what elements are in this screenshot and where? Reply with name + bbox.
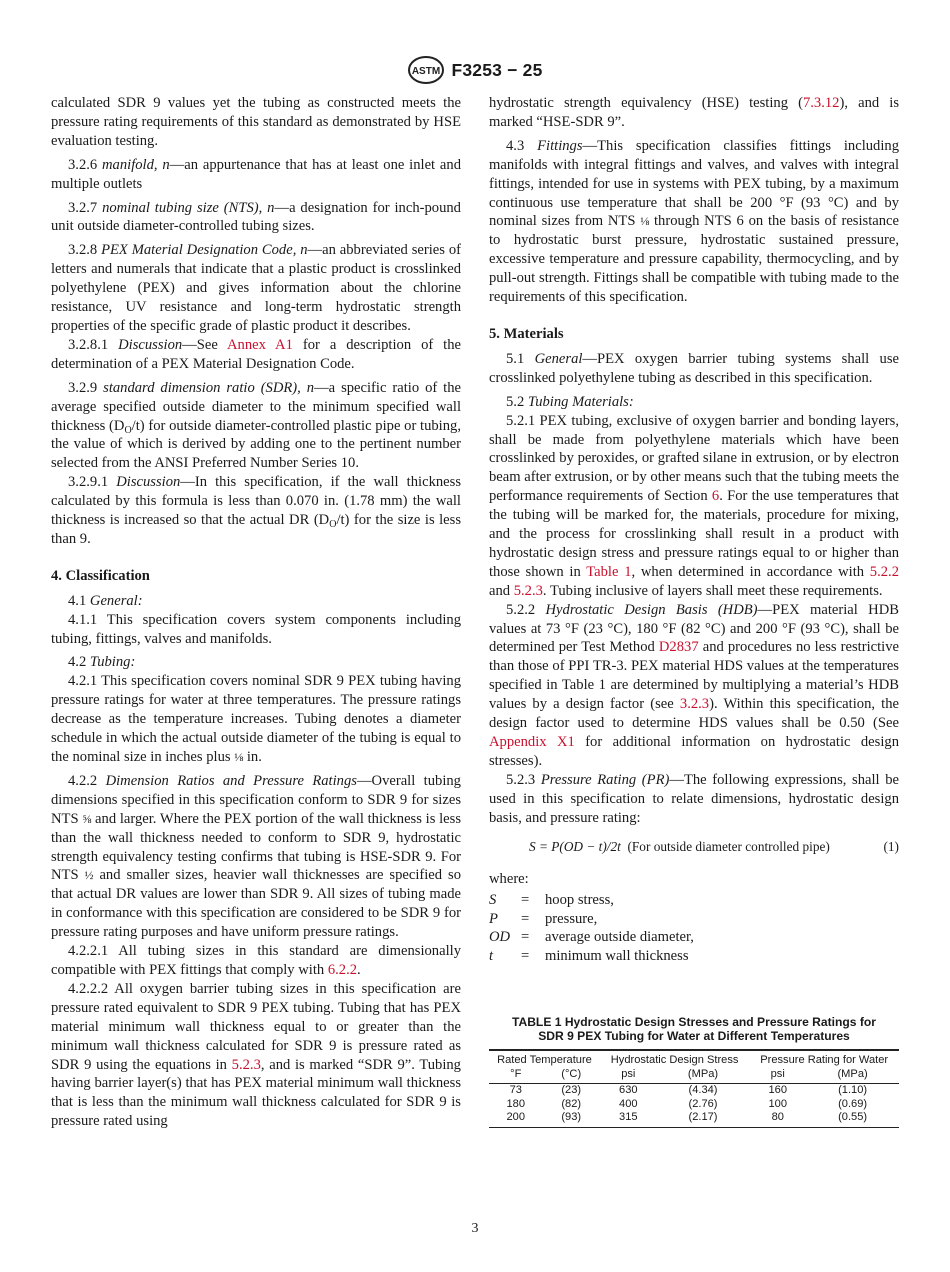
definition-sdr: 3.2.9 standard dimension ratio (SDR), n—a specific ratio of the average specified outside diameter to the minimum specified wall thickness $(D_O/t)$ for outside diameter-controlled plastic pipe or tubing, the value of which is derived by adding one to the pertinent number selected from the ANSI Preferred Number Series 10. — [51, 379, 462, 472]
discussion-pex-code: 3.2.8.1 Discussion—See Annex A1 for a description of the determination of a PEX Material Designation Code. — [51, 336, 462, 372]
section-5-2-2: 5.2.2 Hydrostatic Design Basis (HDB)—PEX material HDB values at 73 °F (23 °C), 180 °F (82 °C) and 200 °F (93 °C), shall be determined per Test Method D2837 and procedures no less restrictive than those of PPI TR-3. PEX material HDS values at the temperatures specified in Table 1 are determined by multiplying a material’s HDB values by a design factor (see 3.2.3). Within this specification, the design factor used to determine HDS values shall be 0.50 (See Appendix X1 for additional information on hydrostatic design stresses). — [489, 601, 899, 769]
section-4-1-1: 4.1.1 This specification covers system components including tubing, fittings, valves and manifolds. — [51, 611, 461, 647]
right-column — [489, 94, 899, 1128]
section-5-1: 5.1 General—PEX oxygen barrier tubing systems shall use crosslinked polyethylene tubing as described in this specification. — [489, 350, 899, 386]
ref-appendix-x1-link[interactable]: Appendix X1 — [489, 734, 575, 750]
equation-1 — [529, 838, 899, 857]
table-row: 200 (93) 315 (2.17) 80 (0.55) — [489, 1111, 899, 1127]
definition-row: t = minimum wall thickness — [489, 947, 689, 964]
definition-row: OD = average outside diameter, — [489, 929, 694, 946]
unit-header: psi — [749, 1068, 806, 1084]
unit-header: psi — [600, 1068, 657, 1084]
ref-6-2-2-link[interactable]: 6.2.2 — [327, 961, 358, 978]
definition-row: S = hoop stress, — [489, 892, 614, 909]
equation-number: (1) — [883, 838, 899, 854]
table-1-title: TABLE 1 Hydrostatic Design Stresses and Pressure Ratings for SDR 9 PEX Tubing for Water at Different Temperatures — [511, 1014, 877, 1044]
header-rated-temperature: Rated Temperature — [489, 1050, 600, 1068]
astm-logo-icon — [407, 55, 445, 85]
section-4-2-2-1: 4.2.2.1 All tubing sizes in this standard are dimensionally compatible with PEX fittings that comply with 6.2.2. — [51, 943, 461, 978]
definition-row: P = pressure, — [489, 910, 598, 927]
discussion-sdr: 3.2.9.1 Discussion—In this specification, if the wall thickness calculated by this formula is less than 0.070 in. (1.78 mm) the wall thickness is increased so that the actual DR $(D_O/t)$ for the size is less than 9. — [51, 474, 461, 547]
left-column — [51, 94, 461, 1136]
definition-nts: 3.2.7 nominal tubing size (NTS), n—a designation for inch-pound unit outside diameter-controlled tubing sizes. — [51, 199, 461, 235]
ref-5-2-2-link[interactable]: 5.2.2 — [869, 563, 899, 580]
ref-section-6-link[interactable]: 6 — [711, 488, 720, 505]
equation-note: (For outside diameter controlled pipe) — [627, 838, 830, 854]
table-row: 73 (23) 630 (4.34) 160 (1.10) — [509, 1084, 868, 1097]
section-heading-materials: 5. Materials — [489, 325, 564, 342]
section-5-2: 5.2 Tubing Materials: — [506, 393, 634, 410]
variable-definitions — [489, 891, 899, 965]
table-1 — [489, 1049, 899, 1128]
ref-5-2-3-link[interactable]: 5.2.3 — [231, 1056, 261, 1073]
page-number: 3 — [471, 1221, 479, 1236]
annex-a1-link[interactable]: Annex A1 — [227, 336, 293, 353]
unit-header: (MPa) — [806, 1068, 899, 1084]
section-4-2-1: 4.2.1 This specification covers nominal SDR 9 PEX tubing having pressure ratings for water at three temperatures. The pressure ratings decrease as the temperature increases. Tubing denotes a diameter schedule in which the actual outside diameter of the tubing is equal to the nominal size in inches plus ⅛ in. — [51, 673, 461, 765]
header-pressure-rating: Pressure Rating for Water — [749, 1050, 899, 1068]
ref-3-2-3-link[interactable]: 3.2.3 — [679, 696, 710, 713]
section-4-2-2: 4.2.2 Dimension Ratios and Pressure Ratings—Overall tubing dimensions specified in this specification conform to SDR 9 for sizes NTS ⅝ and larger. Where the PEX portion of the wall thickness is less than the wall thickness needed to conform to SDR 9, hydrostatic strength equivalency testing confirms that tubing is HSE-SDR 9. For NTS ½ and smaller sizes, heavier wall thicknesses are specified so that actual DR values are lower than SDR 9. All sizes of tubing made in conformance with this specification are considered to be SDR 9 for pressure rating purposes and have uniform pressure ratings. — [51, 772, 462, 941]
paragraph-continuation: calculated SDR 9 values yet the tubing as constructed meets the pressure rating requirements of this standard as demonstrated by HSE evaluation testing. — [51, 95, 461, 149]
equation-formula: S = P(OD − t)/2t — [529, 838, 621, 854]
document-id: F3253 − 25 — [451, 59, 543, 80]
section-4-1: 4.1 General: — [68, 592, 143, 609]
svg-text:ASTM: ASTM — [412, 66, 441, 77]
table-row: 180 (82) 400 (2.76) 100 (0.69) — [506, 1097, 868, 1110]
section-5-2-1: 5.2.1 PEX tubing, exclusive of oxygen barrier and bonding layers, shall be made from polyethylene materials which have been crosslinked by peroxides, or grafted silane in extrusion, or by electron beam after extrusion, or by other means such that the tubing meets the performance requirements of Section 6. For the use temperatures that the tubing will be marked for, the materials, procedure for mixing, and the process for crosslinking shall result in a product with hydrostatic design stress and pressure ratings equal to or higher than those shown in Table 1, when determined in accordance with 5.2.2 and 5.2.3. Tubing inclusive of layers shall meet these requirements. — [489, 412, 899, 599]
definition-manifold: 3.2.6 manifold, n—an appurtenance that has at least one inlet and multiple outlets — [51, 156, 461, 192]
unit-header: (°C) — [543, 1068, 600, 1084]
ref-7-3-12-link[interactable]: 7.3.12 — [802, 95, 840, 111]
unit-header: (MPa) — [657, 1068, 750, 1084]
section-heading-classification: 4. Classification — [51, 567, 150, 584]
section-4-2: 4.2 Tubing: — [68, 654, 136, 671]
header-hds: Hydrostatic Design Stress — [600, 1050, 749, 1068]
paragraph-continuation-right: hydrostatic strength equivalency (HSE) testing (7.3.12), and is marked “HSE-SDR 9”. — [489, 95, 899, 130]
definition-pex-code: 3.2.8 PEX Material Designation Code, n—an abbreviated series of letters and numerals that indicate that a plastic product is crosslinked polyethylene (PEX) and gives information about the chlorine resistance, UV resistance and long-term hydrostatic strength properties of the specific grade of plastic product it describes. — [51, 242, 461, 334]
section-4-2-2-2: 4.2.2.2 All oxygen barrier tubing sizes in this specification are pressure rated equivalent to SDR 9 PEX tubing. Tubing that has PEX material minimum wall thickness equal to or greater than the minimum wall thickness calculated for SDR 9 is pressure rated as SDR 9 using the equations in 5.2.3, and is marked “SDR 9”. Tubing having barrier layer(s) that has PEX material minimum wall thickness that is less than the minimum wall thickness calculated for SDR 9 is pressure rated using — [51, 980, 461, 1130]
section-5-2-3: 5.2.3 Pressure Rating (PR)—The following expressions, shall be used in this specification to relate dimensions, hydrostatic design basis, and pressure rating: — [489, 771, 899, 826]
where-label: where: — [489, 871, 529, 888]
ref-d2837-link[interactable]: D2837 — [658, 639, 699, 656]
section-4-3: 4.3 Fittings—This specification classifies fittings including manifolds with integral fittings and valves, and valves with integral fittings, intended for use in systems with PEX tubing, by a maximum continuous use temperature that shall be 200 °F (93 °C) and by nominal sizes from NTS ⅛ through NTS 6 on the basis of resistance to hydrostatic burst pressure, hydrostatic sustained pressure, excessive temperature and pressure capability, thermocycling, and by pull-out strength. Fittings shall be compatible with tubing made to the requirements of this specification. — [489, 137, 899, 306]
ref-5-2-3-link-right[interactable]: 5.2.3 — [513, 582, 543, 599]
unit-header: °F — [489, 1068, 543, 1084]
ref-table-1-link[interactable]: Table 1 — [586, 563, 632, 580]
page-header — [0, 55, 950, 85]
